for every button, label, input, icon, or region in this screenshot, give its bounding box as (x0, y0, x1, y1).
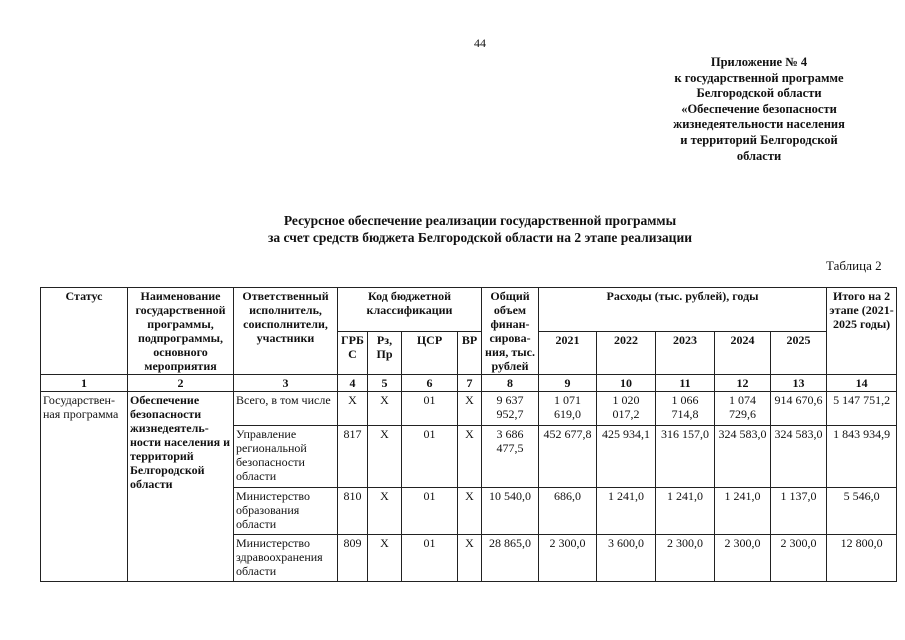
table-label: Таблица 2 (826, 258, 882, 273)
document-title-line-1: Ресурсное обеспечение реализации государственной программы (283, 213, 677, 228)
year-2023-cell: 1 241,0 (656, 488, 715, 535)
header-total-volume: Общий объем финан-сирова-ния, тыс. рублей (482, 288, 539, 375)
stage-total-cell: 1 843 934,9 (827, 426, 897, 488)
rzpr-cell: Х (368, 488, 402, 535)
header-stage-total: Итого на 2 этапе (2021-2025 годы) (827, 288, 897, 375)
appendix-header (640, 55, 878, 164)
column-number: 14 (827, 375, 897, 392)
column-number: 9 (539, 375, 597, 392)
header-grbs: ГРБС (338, 331, 368, 375)
column-number: 10 (597, 375, 656, 392)
column-number: 6 (402, 375, 458, 392)
column-number-row (41, 375, 897, 392)
appendix-line: Белгородской области (696, 86, 822, 101)
executor-cell: Всего, в том числе (234, 392, 338, 426)
year-2021-cell: 452 677,8 (539, 426, 597, 488)
year-2022-cell: 1 020 017,2 (597, 392, 656, 426)
table-row (41, 392, 897, 426)
appendix-line: жизнедеятельности населения (673, 117, 845, 132)
year-2021-cell: 1 071 619,0 (539, 392, 597, 426)
year-2024-cell: 1 241,0 (715, 488, 771, 535)
year-2023-cell: 2 300,0 (656, 535, 715, 582)
program-name-cell: Обеспечение безопасности жизнедеятель-ности населения и территорий Белгородской области (128, 392, 234, 582)
year-2021-cell: 686,0 (539, 488, 597, 535)
year-2021-cell: 2 300,0 (539, 535, 597, 582)
csr-cell: 01 (402, 535, 458, 582)
column-number: 13 (771, 375, 827, 392)
header-csr: ЦСР (402, 331, 458, 375)
year-2024-cell: 1 074 729,6 (715, 392, 771, 426)
year-2025-cell: 914 670,6 (771, 392, 827, 426)
executor-cell: Министерство образования области (234, 488, 338, 535)
executor-cell: Управление региональной безопасности области (234, 426, 338, 488)
appendix-line: «Обеспечение безопасности (681, 101, 837, 116)
header-budget-code: Код бюджетной классификации (338, 288, 482, 332)
header-year-2024: 2024 (715, 331, 771, 375)
appendix-line: к государственной программе (674, 70, 844, 85)
rzpr-cell: Х (368, 392, 402, 426)
rzpr-cell: Х (368, 535, 402, 582)
header-year-2022: 2022 (597, 331, 656, 375)
grbs-cell: 809 (338, 535, 368, 582)
header-rzpr: Рз, Пр (368, 331, 402, 375)
stage-total-cell: 12 800,0 (827, 535, 897, 582)
document-title (200, 212, 760, 246)
column-number: 5 (368, 375, 402, 392)
header-program-name: Наименование государственной программы, подпрограммы, основного мероприятия (128, 288, 234, 375)
csr-cell: 01 (402, 488, 458, 535)
header-vr: ВР (458, 331, 482, 375)
rzpr-cell: Х (368, 426, 402, 488)
total-cell: 3 686 477,5 (482, 426, 539, 488)
column-number: 2 (128, 375, 234, 392)
vr-cell: Х (458, 535, 482, 582)
appendix-line: и территорий Белгородской (680, 132, 838, 147)
header-year-2025: 2025 (771, 331, 827, 375)
grbs-cell: Х (338, 392, 368, 426)
header-year-2023: 2023 (656, 331, 715, 375)
vr-cell: Х (458, 488, 482, 535)
vr-cell: Х (458, 392, 482, 426)
year-2022-cell: 1 241,0 (597, 488, 656, 535)
year-2024-cell: 324 583,0 (715, 426, 771, 488)
column-number: 8 (482, 375, 539, 392)
column-number: 11 (656, 375, 715, 392)
grbs-cell: 817 (338, 426, 368, 488)
resource-table (40, 287, 897, 582)
column-number: 1 (41, 375, 128, 392)
year-2025-cell: 324 583,0 (771, 426, 827, 488)
year-2022-cell: 3 600,0 (597, 535, 656, 582)
header-status: Статус (41, 288, 128, 375)
column-number: 7 (458, 375, 482, 392)
year-2025-cell: 2 300,0 (771, 535, 827, 582)
total-cell: 9 637 952,7 (482, 392, 539, 426)
column-number: 3 (234, 375, 338, 392)
header-row-1 (41, 288, 897, 332)
year-2025-cell: 1 137,0 (771, 488, 827, 535)
header-expenses: Расходы (тыс. рублей), годы (539, 288, 827, 332)
page-number: 44 (474, 36, 486, 50)
vr-cell: Х (458, 426, 482, 488)
year-2023-cell: 316 157,0 (656, 426, 715, 488)
csr-cell: 01 (402, 426, 458, 488)
grbs-cell: 810 (338, 488, 368, 535)
appendix-line: области (736, 148, 782, 163)
total-cell: 28 865,0 (482, 535, 539, 582)
stage-total-cell: 5 147 751,2 (827, 392, 897, 426)
executor-cell: Министерство здравоохранения области (234, 535, 338, 582)
header-executor: Ответственный исполнитель, соисполнители, участники (234, 288, 338, 375)
column-number: 4 (338, 375, 368, 392)
stage-total-cell: 5 546,0 (827, 488, 897, 535)
appendix-line: Приложение № 4 (710, 55, 808, 69)
column-number: 12 (715, 375, 771, 392)
status-cell: Государствен-ная программа (41, 392, 128, 582)
year-2023-cell: 1 066 714,8 (656, 392, 715, 426)
csr-cell: 01 (402, 392, 458, 426)
header-year-2021: 2021 (539, 331, 597, 375)
total-cell: 10 540,0 (482, 488, 539, 535)
year-2024-cell: 2 300,0 (715, 535, 771, 582)
document-title-line-2: за счет средств бюджета Белгородской области на 2 этапе реализации (267, 230, 693, 245)
year-2022-cell: 425 934,1 (597, 426, 656, 488)
